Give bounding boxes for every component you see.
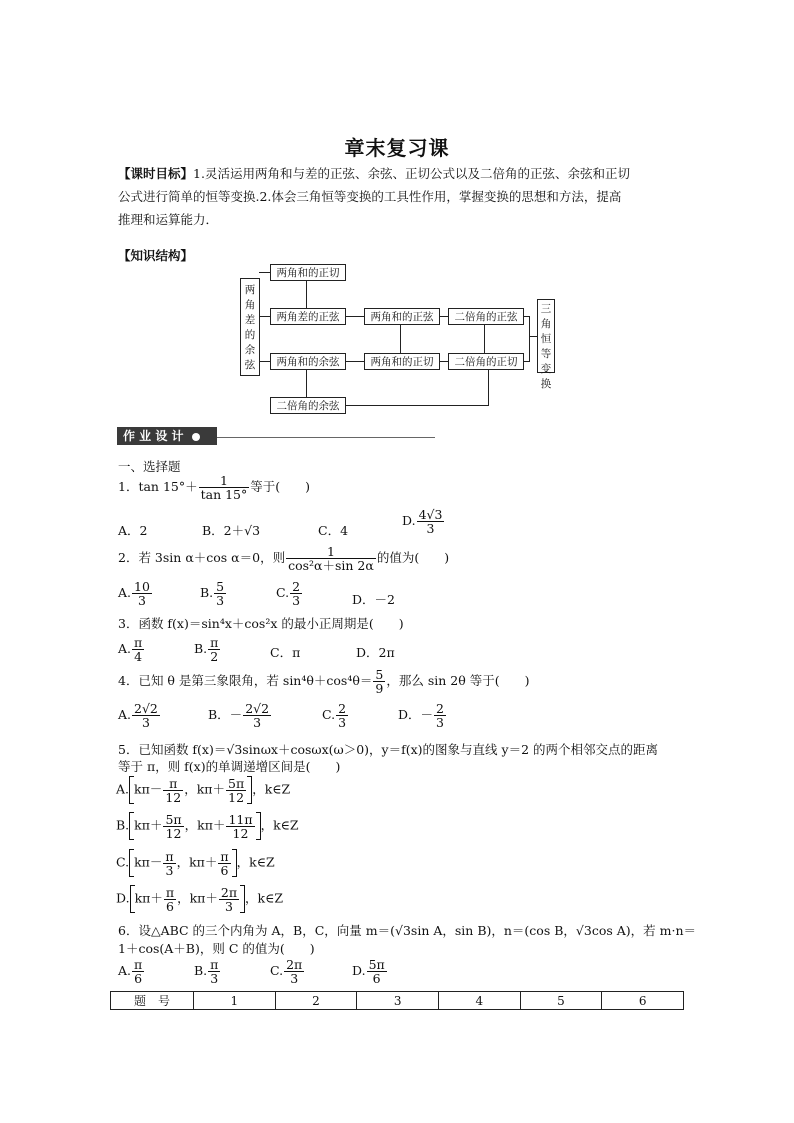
question-6-stem-line-2: 1＋cos(A＋B)，则 C 的值为( )	[118, 941, 315, 956]
q5-c-b: ，kπ＋	[176, 854, 218, 870]
q5-c-ad: 3	[165, 862, 174, 878]
q4-stem-b: ，那么 sin 2θ 等于( )	[386, 673, 530, 688]
q2-option-a	[118, 580, 153, 607]
question-5-stem-line-2: 等于 π，则 f(x)的单调递增区间是( )	[118, 759, 341, 774]
q1-option-c: C．4	[318, 523, 349, 538]
question-5-stem-line-1: 5．已知函数 f(x)＝√3sinωx＋cosωx(ω＞0)，y＝f(x)的图象与直线 y＝2 的两个相邻交点的距离	[118, 742, 659, 757]
q5-d-pre: D.	[116, 890, 130, 906]
q4-c-den: 3	[338, 715, 347, 730]
q2-b-den: 3	[216, 593, 225, 608]
q4-a-pre: A.	[118, 707, 132, 722]
q5-a-bn: 5π	[228, 775, 245, 791]
q3-option-c: C．π	[270, 645, 301, 660]
q4-b-num: 2√2	[245, 701, 270, 716]
q5-option-c	[116, 849, 275, 877]
box-sum-tan-2: 两角和的正切	[364, 353, 440, 370]
diagram-line	[488, 369, 489, 406]
diagram-line	[306, 369, 307, 397]
lesson-goals	[118, 162, 684, 231]
diagram-line	[529, 336, 537, 337]
q3-option-a	[118, 636, 145, 663]
answer-table	[110, 991, 684, 1010]
q5-c-a: kπ－	[134, 854, 163, 870]
box-diff-sin: 两角差的正弦	[270, 308, 346, 325]
q6-a-den: 6	[134, 971, 143, 986]
q5-option-d	[116, 885, 283, 913]
q4-option-a	[118, 702, 161, 729]
banner-rule	[217, 437, 435, 438]
q5-d-an: π	[165, 884, 175, 900]
q6-d-den: 6	[372, 971, 381, 986]
q2-a-num: 10	[134, 579, 150, 594]
q5-d-a: kπ＋	[134, 890, 163, 906]
q1-stem-b: 等于( )	[250, 479, 311, 494]
answer-col-1: 1	[194, 992, 276, 1010]
q5-b-ad: 12	[165, 825, 182, 841]
q2-b-pre: B.	[200, 585, 214, 600]
diagram-line	[345, 405, 489, 406]
q4-stem-a: 4．已知 θ 是第三象限角，若 sin⁴θ＋cos⁴θ＝	[118, 673, 373, 688]
answer-table-header-row	[111, 992, 684, 1010]
answer-col-4: 4	[438, 992, 520, 1010]
q2-option-d: D．－2	[352, 592, 395, 607]
q2-c-num: 2	[292, 579, 301, 594]
q5-b-an: 5π	[165, 811, 182, 827]
q1-option-d	[402, 508, 445, 535]
q5-c-post: ，k∈Z	[236, 854, 275, 870]
box-double-sin: 二倍角的正弦	[448, 308, 524, 325]
diagram-line	[439, 361, 448, 362]
q2-frac-num: 1	[286, 545, 376, 559]
knowledge-label: 【知识结构】	[118, 248, 194, 263]
section-banner	[117, 427, 217, 445]
q6-c-pre: C.	[270, 963, 284, 978]
question-2-stem	[118, 545, 449, 572]
q4-frac-den: 9	[375, 681, 384, 696]
q5-option-b	[116, 812, 299, 840]
q2-a-pre: A.	[118, 585, 132, 600]
q3-option-d: D．2π	[356, 645, 395, 660]
q4-c-num: 2	[338, 701, 347, 716]
q3-a-num: π	[134, 635, 143, 650]
q5-b-post: ，k∈Z	[260, 817, 299, 833]
q5-b-pre: B.	[116, 817, 130, 833]
q4-b-pre: B．－	[208, 707, 243, 722]
question-1-stem	[118, 474, 310, 501]
diagram-line	[345, 361, 364, 362]
q3-option-b	[194, 636, 221, 663]
answer-col-3: 3	[357, 992, 439, 1010]
q5-b-a: kπ＋	[134, 817, 163, 833]
q3-a-pre: A.	[118, 641, 132, 656]
q6-option-a	[118, 958, 145, 985]
q1-frac-den: tan 15°	[200, 487, 248, 502]
q3-b-pre: B.	[194, 641, 208, 656]
goal-label: 【课时目标】	[118, 166, 194, 181]
diagram-line	[529, 316, 530, 362]
q4-option-b	[208, 702, 272, 729]
q6-option-d	[352, 958, 388, 985]
q2-option-b	[200, 580, 227, 607]
q5-a-post: ，k∈Z	[252, 781, 291, 797]
q5-d-post: ，k∈Z	[245, 890, 284, 906]
q5-a-b: ，kπ＋	[184, 781, 226, 797]
q2-b-num: 5	[216, 579, 225, 594]
q1-d-pre: D.	[402, 513, 416, 528]
q1-option-a: A．2	[118, 523, 148, 538]
q2-frac-den: cos²α＋sin 2α	[288, 558, 374, 573]
question-3-stem: 3．函数 f(x)＝sin⁴x＋cos²x 的最小正周期是( )	[118, 616, 404, 631]
q5-b-bd: 12	[232, 825, 249, 841]
section-heading: 一、选择题	[118, 459, 181, 474]
box-sum-sin: 两角和的正弦	[364, 308, 440, 325]
q5-a-a: kπ－	[134, 781, 163, 797]
q5-d-bd: 3	[224, 898, 233, 914]
q5-c-pre: C.	[116, 854, 130, 870]
q5-d-ad: 6	[165, 898, 174, 914]
box-double-cos: 二倍角的余弦	[270, 397, 346, 414]
goal-line-3: 推理和运算能力．	[118, 212, 219, 227]
diagram-line	[306, 280, 307, 308]
diagram-line	[439, 316, 448, 317]
q5-d-bn: 2π	[220, 884, 238, 900]
question-4-stem	[118, 668, 529, 695]
q2-c-den: 3	[292, 593, 301, 608]
q4-a-den: 3	[141, 715, 150, 730]
q5-a-bd: 12	[228, 789, 245, 805]
question-6-stem-line-1: 6．设△ABC 的三个内角为 A，B，C，向量 m＝(√3sin A，sin B)，n＝(cos B，√3cos A)，若 m·n＝	[118, 923, 696, 938]
answer-col-5: 5	[520, 992, 602, 1010]
q4-a-num: 2√2	[134, 701, 158, 716]
q3-b-den: 2	[210, 649, 219, 664]
box-double-tan: 二倍角的正切	[448, 353, 524, 370]
answer-col-2: 2	[275, 992, 357, 1010]
q5-b-b: ，kπ＋	[184, 817, 226, 833]
q2-c-pre: C.	[276, 585, 290, 600]
goal-line-2: 公式进行简单的恒等变换.2.体会三角恒等变换的工具性作用，掌握变换的思想和方法，提高	[118, 189, 622, 204]
q4-option-d	[398, 702, 447, 729]
q1-fraction	[199, 474, 250, 501]
q2-stem-b: 的值为( )	[376, 550, 450, 565]
q5-a-an: π	[163, 777, 183, 791]
q4-option-c	[322, 702, 349, 729]
q6-b-den: 3	[210, 971, 219, 986]
diagram-right-label: 三角恒等变换	[537, 299, 555, 373]
q6-c-num: 2π	[286, 957, 303, 972]
q4-frac-num: 5	[375, 667, 384, 682]
q2-a-den: 3	[137, 593, 146, 608]
bullet-icon	[192, 433, 200, 441]
q6-option-b	[194, 958, 221, 985]
q6-option-c	[270, 958, 305, 985]
q6-a-num: π	[134, 957, 143, 972]
goal-line-1: 1.灵活运用两角和与差的正弦、余弦、正切公式以及二倍角的正弦、余弦和正切	[193, 166, 630, 181]
q5-option-a	[116, 776, 290, 804]
q5-a-pre: A.	[116, 781, 130, 797]
q5-b-bn: 11π	[228, 811, 253, 827]
q1-d-den: 3	[426, 521, 435, 536]
q5-a-ad: 12	[165, 789, 182, 805]
answer-table-header: 题 号	[111, 992, 194, 1010]
q6-d-pre: D.	[352, 963, 366, 978]
box-sum-tan: 两角和的正切	[270, 264, 346, 281]
q5-c-bn: π	[220, 848, 229, 864]
q2-option-c	[276, 580, 303, 607]
diagram-line	[259, 272, 270, 273]
q4-c-pre: C.	[322, 707, 336, 722]
box-sum-cos: 两角和的余弦	[270, 353, 346, 370]
q5-d-b: ，kπ＋	[177, 890, 218, 906]
q3-b-num: π	[210, 635, 219, 650]
q4-d-den: 3	[436, 715, 444, 730]
diagram-line	[484, 324, 485, 353]
diagram-line	[259, 361, 270, 362]
q1-option-b: B．2＋√3	[202, 523, 261, 538]
q3-a-den: 4	[134, 649, 143, 664]
section-banner-text: 作 业 设 计	[123, 429, 184, 443]
diagram-line	[259, 316, 270, 317]
q1-d-num: 4√3	[418, 507, 443, 522]
q4-d-pre: D．－	[398, 707, 434, 722]
diagram-line	[400, 324, 401, 353]
page-title: 章末复习课	[344, 136, 450, 160]
q4-d-num: 2	[436, 701, 444, 716]
q6-a-pre: A.	[118, 963, 132, 978]
q1-frac-num: 1	[199, 474, 250, 488]
diagram-line	[345, 316, 364, 317]
q6-b-pre: B.	[194, 963, 208, 978]
q6-d-num: 5π	[368, 957, 385, 972]
q4-b-den: 3	[253, 715, 262, 730]
q1-stem-a: 1．tan 15°＋	[118, 479, 198, 494]
q6-c-den: 3	[290, 971, 299, 986]
q2-stem-a: 2．若 3sin α＋cos α＝0，则	[118, 550, 286, 565]
diagram-left-label: 两角差的余弦	[240, 278, 260, 376]
q5-c-bd: 6	[220, 862, 229, 878]
q5-c-an: π	[165, 848, 174, 864]
answer-col-6: 6	[602, 992, 684, 1010]
q6-b-num: π	[210, 957, 219, 972]
